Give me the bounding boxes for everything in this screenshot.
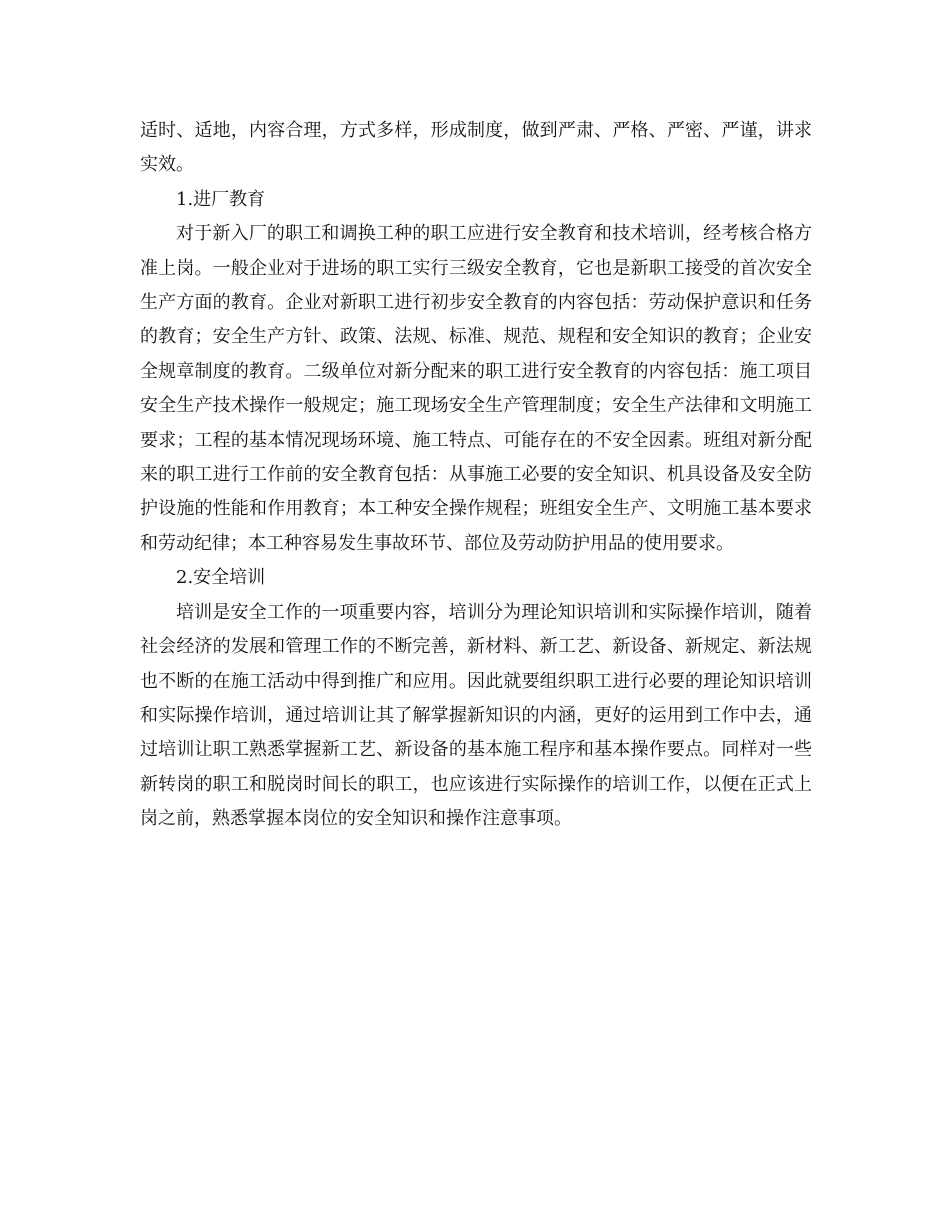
paragraph-entry-education: 对于新入厂的职工和调换工种的职工应进行安全教育和技术培训，经考核合格方准上岗。一般企业对于进场的职工实行三级安全教育，它也是新职工接受的首次安全生产方面的教育。企业对新职工进行初步安全教育的内容包括：劳动保护意识和任务的教育；安全生产方针、政策、法规、标准、规范、规程和安全知识的教育；企业安全规章制度的教育。二级单位对新分配来的职工进行安全教育的内容包括：施工项目安全生产技术操作一般规定；施工现场安全生产管理制度；安全生产法律和文明施工要求；工程的基本情况现场环境、施工特点、可能存在的不安全因素。班组对新分配来的职工进行工作前的安全教育包括：从事施工必要的安全知识、机具设备及安全防护设施的性能和作用教育；本工种安全操作规程；班组安全生产、文明施工基本要求和劳动纪律；本工种容易发生事故环节、部位及劳动防护用品的使用要求。 <box>140 223 812 554</box>
document-body <box>140 114 812 837</box>
paragraph-safety-training: 培训是安全工作的一项重要内容，培训分为理论知识培训和实际操作培训，随着社会经济的发展和管理工作的不断完善，新材料、新工艺、新设备、新规定、新法规也不断的在施工活动中得到推广和应用。因此就要组织职工进行必要的理论知识培训和实际操作培训，通过培训让其了解掌握新知识的内涵，更好的运用到工作中去，通过培训让职工熟悉掌握新工艺、新设备的基本施工程序和基本操作要点。同样对一些新转岗的职工和脱岗时间长的职工，也应该进行实际操作的培训工作，以便在正式上岗之前，熟悉掌握本岗位的安全知识和操作注意事项。 <box>140 601 812 830</box>
section-heading-safety-training: 2.安全培训 <box>176 567 266 589</box>
section-heading-entry-education: 1.进厂教育 <box>176 188 266 210</box>
paragraph-continued: 适时、适地，内容合理，方式多样，形成制度，做到严肃、严格、严密、严谨，讲求实效。 <box>140 120 812 176</box>
